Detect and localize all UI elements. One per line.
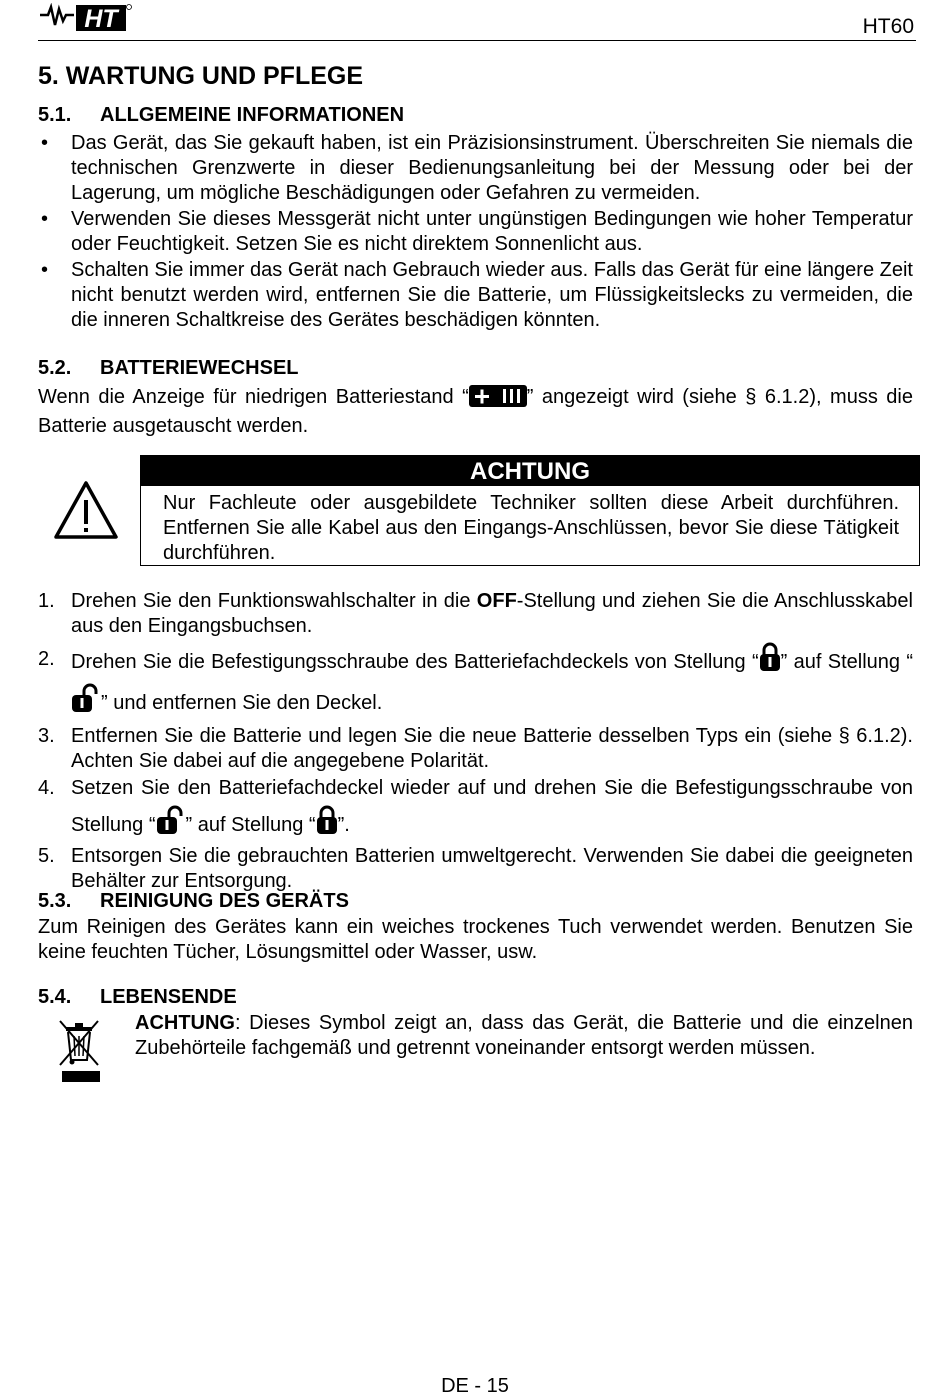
step-text: ” auf Stellung “ — [185, 814, 316, 836]
document-id: HT60 — [862, 15, 914, 38]
subsection-number: 5.1. — [38, 104, 72, 126]
subsection-title: ALLGEMEINE INFORMATIONEN — [100, 104, 405, 126]
list-item — [38, 724, 913, 774]
step-text: Drehen Sie den Funktionswahlschalter in die — [71, 590, 477, 612]
page-number: DE - 15 — [441, 1375, 509, 1397]
subsection-title: BATTERIEWECHSEL — [100, 357, 299, 379]
end-of-life-body: : Dieses Symbol zeigt an, dass das Gerät, die Batterie und die einzelnen Zubehörteile fachgemäß und getrennt voneinander entsorgt werden müssen. — [135, 1012, 913, 1059]
intro-text: ” angezeigt wird (siehe § 6.1.2), muss die Batterie ausgetauscht werden. — [38, 386, 913, 437]
subsection-number: 5.4. — [38, 986, 72, 1008]
step-text: Setzen Sie den Batteriefachdeckel wieder auf und drehen Sie die Befestigungsschraube von Stellung “ — [71, 777, 913, 836]
subsection-heading-5-3 — [38, 890, 349, 913]
step-text: Entfernen Sie die Batterie und legen Sie die neue Batterie desselben Typs ein (siehe § 6.1.2). Achten Sie dabei auf die angegebene Polarität. — [71, 725, 913, 772]
step-number: 5. — [38, 845, 55, 867]
step-number: 2. — [38, 648, 55, 670]
list-item — [38, 771, 913, 846]
end-of-life-text — [135, 1011, 913, 1061]
subsection-number: 5.2. — [38, 357, 72, 379]
step-text: -Stellung und ziehen Sie die Anschlusskabel aus den Eingangsbuchsen. — [71, 590, 913, 637]
step-text: ”. — [337, 814, 350, 836]
step-number: 4. — [38, 777, 55, 799]
lock-open-icon — [156, 805, 186, 846]
end-of-life-bold: ACHTUNG — [135, 1012, 235, 1034]
warning-triangle-icon — [53, 480, 119, 546]
list-item — [38, 642, 913, 724]
warning-box — [140, 455, 920, 566]
svg-text:HT: HT — [84, 5, 118, 33]
warning-title: ACHTUNG — [141, 456, 919, 486]
subsection-heading-5-2 — [38, 357, 299, 380]
weee-crossed-bin-icon — [56, 1015, 102, 1089]
header-rule — [38, 40, 916, 41]
step-bold: OFF — [476, 590, 517, 612]
list-item-text: Schalten Sie immer das Gerät nach Gebrauch wieder aus. Falls das Gerät für eine längere Zeit nicht benutzt werden wird, entfernen Sie die Batterie, um Flüssigkeitslecks zu vermeiden, die die inneren Schaltkreise des Gerätes beschädigen könnten. — [71, 259, 913, 331]
list-item — [38, 131, 913, 206]
step-text: Entsorgen Sie die gebrauchten Batterien umweltgerecht. Verwenden Sie dabei die geeigneten Behälter zur Entsorgung. — [71, 845, 913, 892]
warning-text: Nur Fachleute oder ausgebildete Techniker sollten diese Arbeit durchführen. Entfernen Sie alle Kabel aus den Eingangs-Anschlüssen, bevor Sie diese Tätigkeit durchführen. — [163, 492, 899, 564]
subsection-title: LEBENSENDE — [100, 986, 237, 1008]
list-item-text: Verwenden Sie dieses Messgerät nicht unter ungünstigen Bedingungen wie hoher Temperatur oder Feuchtigkeit. Setzen Sie es nicht direktem Sonnenlicht aus. — [71, 208, 913, 255]
step-text: ” auf Stellung “ — [780, 651, 913, 673]
list-item — [38, 207, 913, 257]
lock-open-icon — [71, 683, 101, 724]
bullet: • — [41, 132, 49, 154]
step-number: 3. — [38, 725, 55, 747]
subsection-number: 5.3. — [38, 890, 72, 912]
lock-closed-icon — [759, 642, 781, 683]
step-text: ” und entfernen Sie den Deckel. — [101, 692, 383, 714]
battery-steps-list — [38, 589, 913, 904]
ht-logo — [40, 3, 132, 41]
intro-text: Wenn die Anzeige für niedrigen Batteriestand “ — [38, 386, 469, 408]
list-item — [38, 589, 913, 639]
subsection-heading-5-4 — [38, 986, 237, 1009]
subsection-title: REINIGUNG DES GERÄTS — [100, 890, 349, 912]
battery-intro — [38, 385, 913, 439]
general-info-list — [38, 131, 913, 334]
section-title: 5. WARTUNG UND PFLEGE — [38, 62, 364, 90]
step-number: 1. — [38, 590, 55, 612]
list-item-text: Das Gerät, das Sie gekauft haben, ist ein Präzisionsinstrument. Überschreiten Sie niemals die technischen Grenzwerte in dieser Bedienungsanleitung bei der Messung oder bei der Lagerung, um mögliche Beschädigungen oder Gefahren zu vermeiden. — [71, 132, 913, 204]
lock-closed-icon — [316, 805, 338, 846]
list-item — [38, 258, 913, 333]
step-text: Drehen Sie die Befestigungsschraube des Batteriefachdeckels von Stellung “ — [71, 651, 759, 673]
low-battery-icon — [469, 385, 527, 414]
bullet: • — [41, 208, 49, 230]
subsection-heading-5-1 — [38, 104, 404, 127]
list-item — [38, 844, 913, 894]
cleaning-text: Zum Reinigen des Gerätes kann ein weiches trockenes Tuch verwendet werden. Benutzen Sie keine feuchten Tücher, Lösungsmittel oder Wasser, usw. — [38, 916, 913, 963]
bullet: • — [41, 259, 49, 281]
